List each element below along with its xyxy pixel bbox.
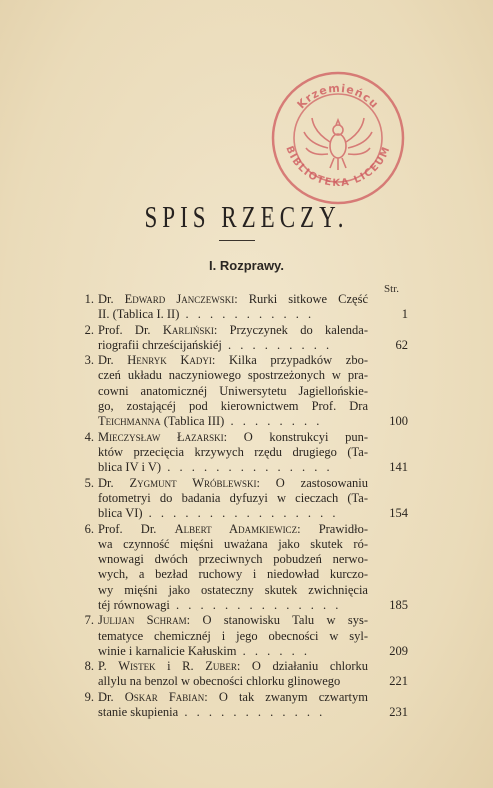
entry-number: 6. xyxy=(84,521,94,536)
page-column-label: Str. xyxy=(384,283,399,295)
entry-number: 3. xyxy=(84,353,94,368)
leader-dots: . . . . . . . . . xyxy=(221,337,333,352)
stamp-outer-text: BIBLIOTEKA LICEUM xyxy=(283,144,393,190)
entry-page-number: 231 xyxy=(389,705,408,720)
entry-number: 4. xyxy=(84,429,94,444)
entry-title-line: stanie skupienia . . . . . . . . . . . . xyxy=(98,705,326,720)
entry-title xyxy=(98,613,368,659)
entry-title-line: Teichmanna (Tablica III) . . . . . . . . xyxy=(98,414,323,429)
entry-page-number: 100 xyxy=(389,414,408,429)
entry-number: 9. xyxy=(84,689,94,704)
entry-title-line: Dr. Zygmunt Wróblewski: O zastosowaniu xyxy=(98,475,368,490)
entry-title xyxy=(98,292,368,323)
entry-page-number: 62 xyxy=(395,337,408,352)
entry-title xyxy=(98,659,368,690)
entry-title-line: czeń układu naczyniowego spostrzeżonych w pra- xyxy=(98,368,368,383)
entry-title-line: Dr. Oskar Fabian: O tak zwanym czwartym xyxy=(98,689,368,704)
leader-dots: . . . . . . . . xyxy=(224,414,323,429)
entry-title-line: blica VI) . . . . . . . . . . . . . . . . xyxy=(98,506,339,521)
entry-number: 1. xyxy=(84,292,94,306)
entry-title-line: tematyce chemicznéj i jego obecności w syl- xyxy=(98,628,368,643)
entry-page-number: 1 xyxy=(401,307,408,322)
entry-page-number: 221 xyxy=(389,674,408,689)
entry-title-line: Dr. Henryk Kadyi: Kilka przypadków zbo- xyxy=(98,353,368,368)
entry-title-line: Julijan Schram: O stanowisku Talu w sys- xyxy=(98,613,368,628)
svg-text:Krzemieńcu xyxy=(295,82,382,112)
entry-number: 5. xyxy=(84,475,94,490)
eagle-emblem-icon xyxy=(304,118,372,170)
entry-title-line: winie i karnalicie Kałuskim . . . . . . xyxy=(98,643,311,658)
entry-number: 8. xyxy=(84,659,94,674)
entry-title xyxy=(98,323,368,354)
entry-title xyxy=(98,476,368,522)
entry-title xyxy=(98,690,368,721)
entry-title-line: téj równowagi . . . . . . . . . . . . . . xyxy=(98,597,342,612)
entry-title-line: wa czynność mięśni uważana jako skutek ró- xyxy=(98,536,368,551)
title-underline xyxy=(219,240,255,241)
entry-title-line: wnowagi dwóch przeciwnych pobudzeń nerwo- xyxy=(98,552,368,567)
entry-title-line: Prof. Dr. Karliński: Przyczynek do kalenda- xyxy=(98,322,368,337)
entry-title-line: go, zostającéj pod kierownictwem Prof. Dra xyxy=(98,399,368,414)
entry-title-line: cowni anatomicznéj Uniwersytetu Jagiellońskie- xyxy=(98,383,368,398)
leader-dots: . . . . . . xyxy=(236,643,311,658)
entry-page-number: 141 xyxy=(389,460,408,475)
entry-title-line: allylu na benzol w obecności chlorku glinowego xyxy=(98,674,341,689)
entry-title-line: Mieczysław Łazarski: O konstrukcyi pun- xyxy=(98,429,368,444)
entry-title xyxy=(98,353,368,429)
section-heading: I. Rozprawy. xyxy=(209,258,284,273)
entry-page-number: 154 xyxy=(389,506,408,521)
entry-page-number: 209 xyxy=(389,643,408,658)
page-title: SPIS RZECZY. xyxy=(144,200,349,234)
leader-dots: . . . . . . . . . . . . . . . . xyxy=(142,506,339,521)
entry-title-line: Prof. Dr. Albert Adamkiewicz: Prawidło- xyxy=(98,521,368,536)
entry-title-line: któw przecięcia krzywych rzędu drugiego (Ta- xyxy=(98,444,368,459)
entry-title-line: wy mięśni jako ostateczny skutek zwichnięcia xyxy=(98,582,368,597)
leader-dots: . . . . . . . . . . . . . . xyxy=(169,597,342,612)
stamp-inner-text: Krzemieńcu xyxy=(294,81,382,112)
entry-title xyxy=(98,522,368,614)
leader-dots: . . . . . . . . . . . xyxy=(179,307,315,322)
library-stamp xyxy=(270,70,406,206)
entry-title-line: II. (Tablica I. II) . . . . . . . . . . . xyxy=(98,307,315,322)
entry-title-line: fotometryi do badania dyfuzyi w cieczach (Ta- xyxy=(98,490,368,505)
entry-title-line: Dr. Edward Janczewski: Rurki sitkowe Część xyxy=(98,292,368,306)
entry-title-line: riografii chrześcijańskiéj . . . . . . . . . xyxy=(98,337,333,352)
entry-title-line: blica IV i V) . . . . . . . . . . . . . . xyxy=(98,460,333,475)
leader-dots: . . . . . . . . . . . . . . xyxy=(161,460,333,475)
entry-title xyxy=(98,430,368,476)
leader-dots: . . . . . . . . . . . . xyxy=(178,705,326,720)
entry-number: 2. xyxy=(84,322,94,337)
entry-title-line: wych, a bezład ruchowy i niedowład kurczo- xyxy=(98,567,368,582)
entry-number: 7. xyxy=(84,613,94,628)
entry-title-line: P. Wistek i R. Zuber: O działaniu chlorku xyxy=(98,659,368,674)
entry-page-number: 185 xyxy=(389,598,408,612)
